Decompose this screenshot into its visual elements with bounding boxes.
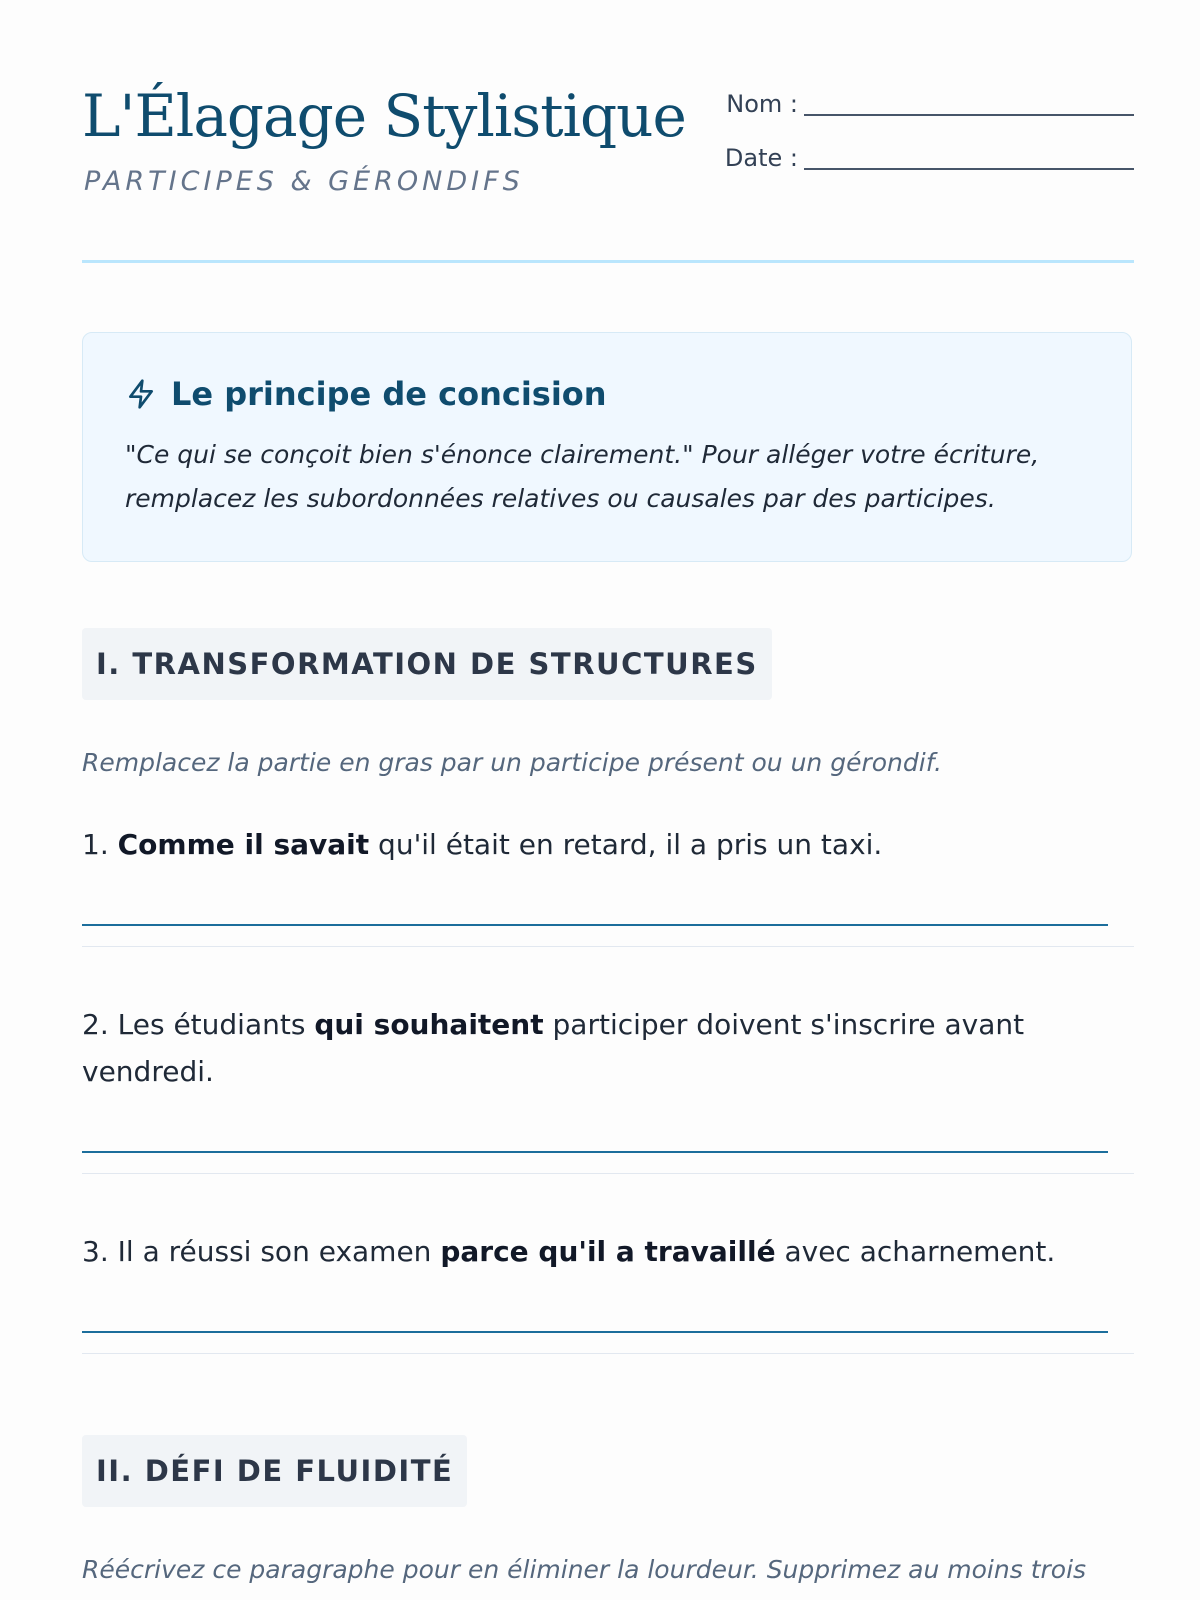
page-subtitle: PARTICIPES & GÉRONDIFS bbox=[84, 166, 524, 197]
exercise-divider bbox=[82, 946, 1134, 947]
exercise-before: Il a réussi son examen bbox=[117, 1235, 432, 1268]
principle-title: Le principe de concision bbox=[171, 375, 607, 413]
worksheet-header bbox=[82, 78, 1134, 238]
exercise-after: qu'il était en retard, il a pris un taxi. bbox=[378, 828, 883, 861]
exercise-divider bbox=[82, 1173, 1134, 1174]
exercise-1 bbox=[82, 821, 1134, 868]
page-title: L'Élagage Stylistique bbox=[82, 82, 686, 150]
section-2-title: II. DÉFI DE FLUIDITÉ bbox=[82, 1435, 467, 1507]
header-divider bbox=[82, 260, 1134, 263]
principle-heading bbox=[125, 375, 607, 413]
exercise-2 bbox=[82, 1001, 1042, 1095]
exercise-3 bbox=[82, 1228, 1134, 1275]
answer-line-3[interactable] bbox=[82, 1331, 1108, 1333]
exercise-bold-part: Comme il savait bbox=[117, 828, 370, 861]
exercise-after: participer doivent s'inscrire avant vendredi. bbox=[82, 1008, 1025, 1088]
worksheet-page bbox=[82, 0, 1134, 1600]
exercise-number: 2. bbox=[82, 1008, 109, 1041]
section-1-title: I. TRANSFORMATION DE STRUCTURES bbox=[82, 628, 772, 700]
name-label: Nom : bbox=[726, 90, 798, 118]
answer-line-1[interactable] bbox=[82, 924, 1108, 926]
answer-line-2[interactable] bbox=[82, 1151, 1108, 1153]
section-2-instruction: Réécrivez ce paragraphe pour en éliminer la lourdeur. Supprimez au moins trois bbox=[82, 1555, 1087, 1584]
exercise-after: avec acharnement. bbox=[784, 1235, 1056, 1268]
date-blank-line[interactable] bbox=[804, 168, 1134, 170]
exercise-number: 1. bbox=[82, 828, 109, 861]
date-field-row bbox=[714, 136, 1134, 190]
name-field-row bbox=[714, 82, 1134, 136]
lightning-bolt-icon bbox=[125, 378, 157, 410]
student-info-fields bbox=[714, 82, 1134, 190]
principle-callout bbox=[82, 332, 1132, 562]
exercise-number: 3. bbox=[82, 1235, 109, 1268]
exercise-divider bbox=[82, 1353, 1134, 1354]
exercise-bold-part: qui souhaitent bbox=[314, 1008, 544, 1041]
exercise-before: Les étudiants bbox=[117, 1008, 306, 1041]
name-blank-line[interactable] bbox=[804, 114, 1134, 116]
section-1-instruction: Remplacez la partie en gras par un participe présent ou un gérondif. bbox=[82, 748, 942, 777]
exercise-bold-part: parce qu'il a travaillé bbox=[440, 1235, 776, 1268]
principle-text: "Ce qui se conçoit bien s'énonce clairement." Pour alléger votre écriture, remplacez les subordonnées relatives ou causales par des participes. bbox=[125, 440, 1040, 513]
date-label: Date : bbox=[724, 144, 798, 172]
